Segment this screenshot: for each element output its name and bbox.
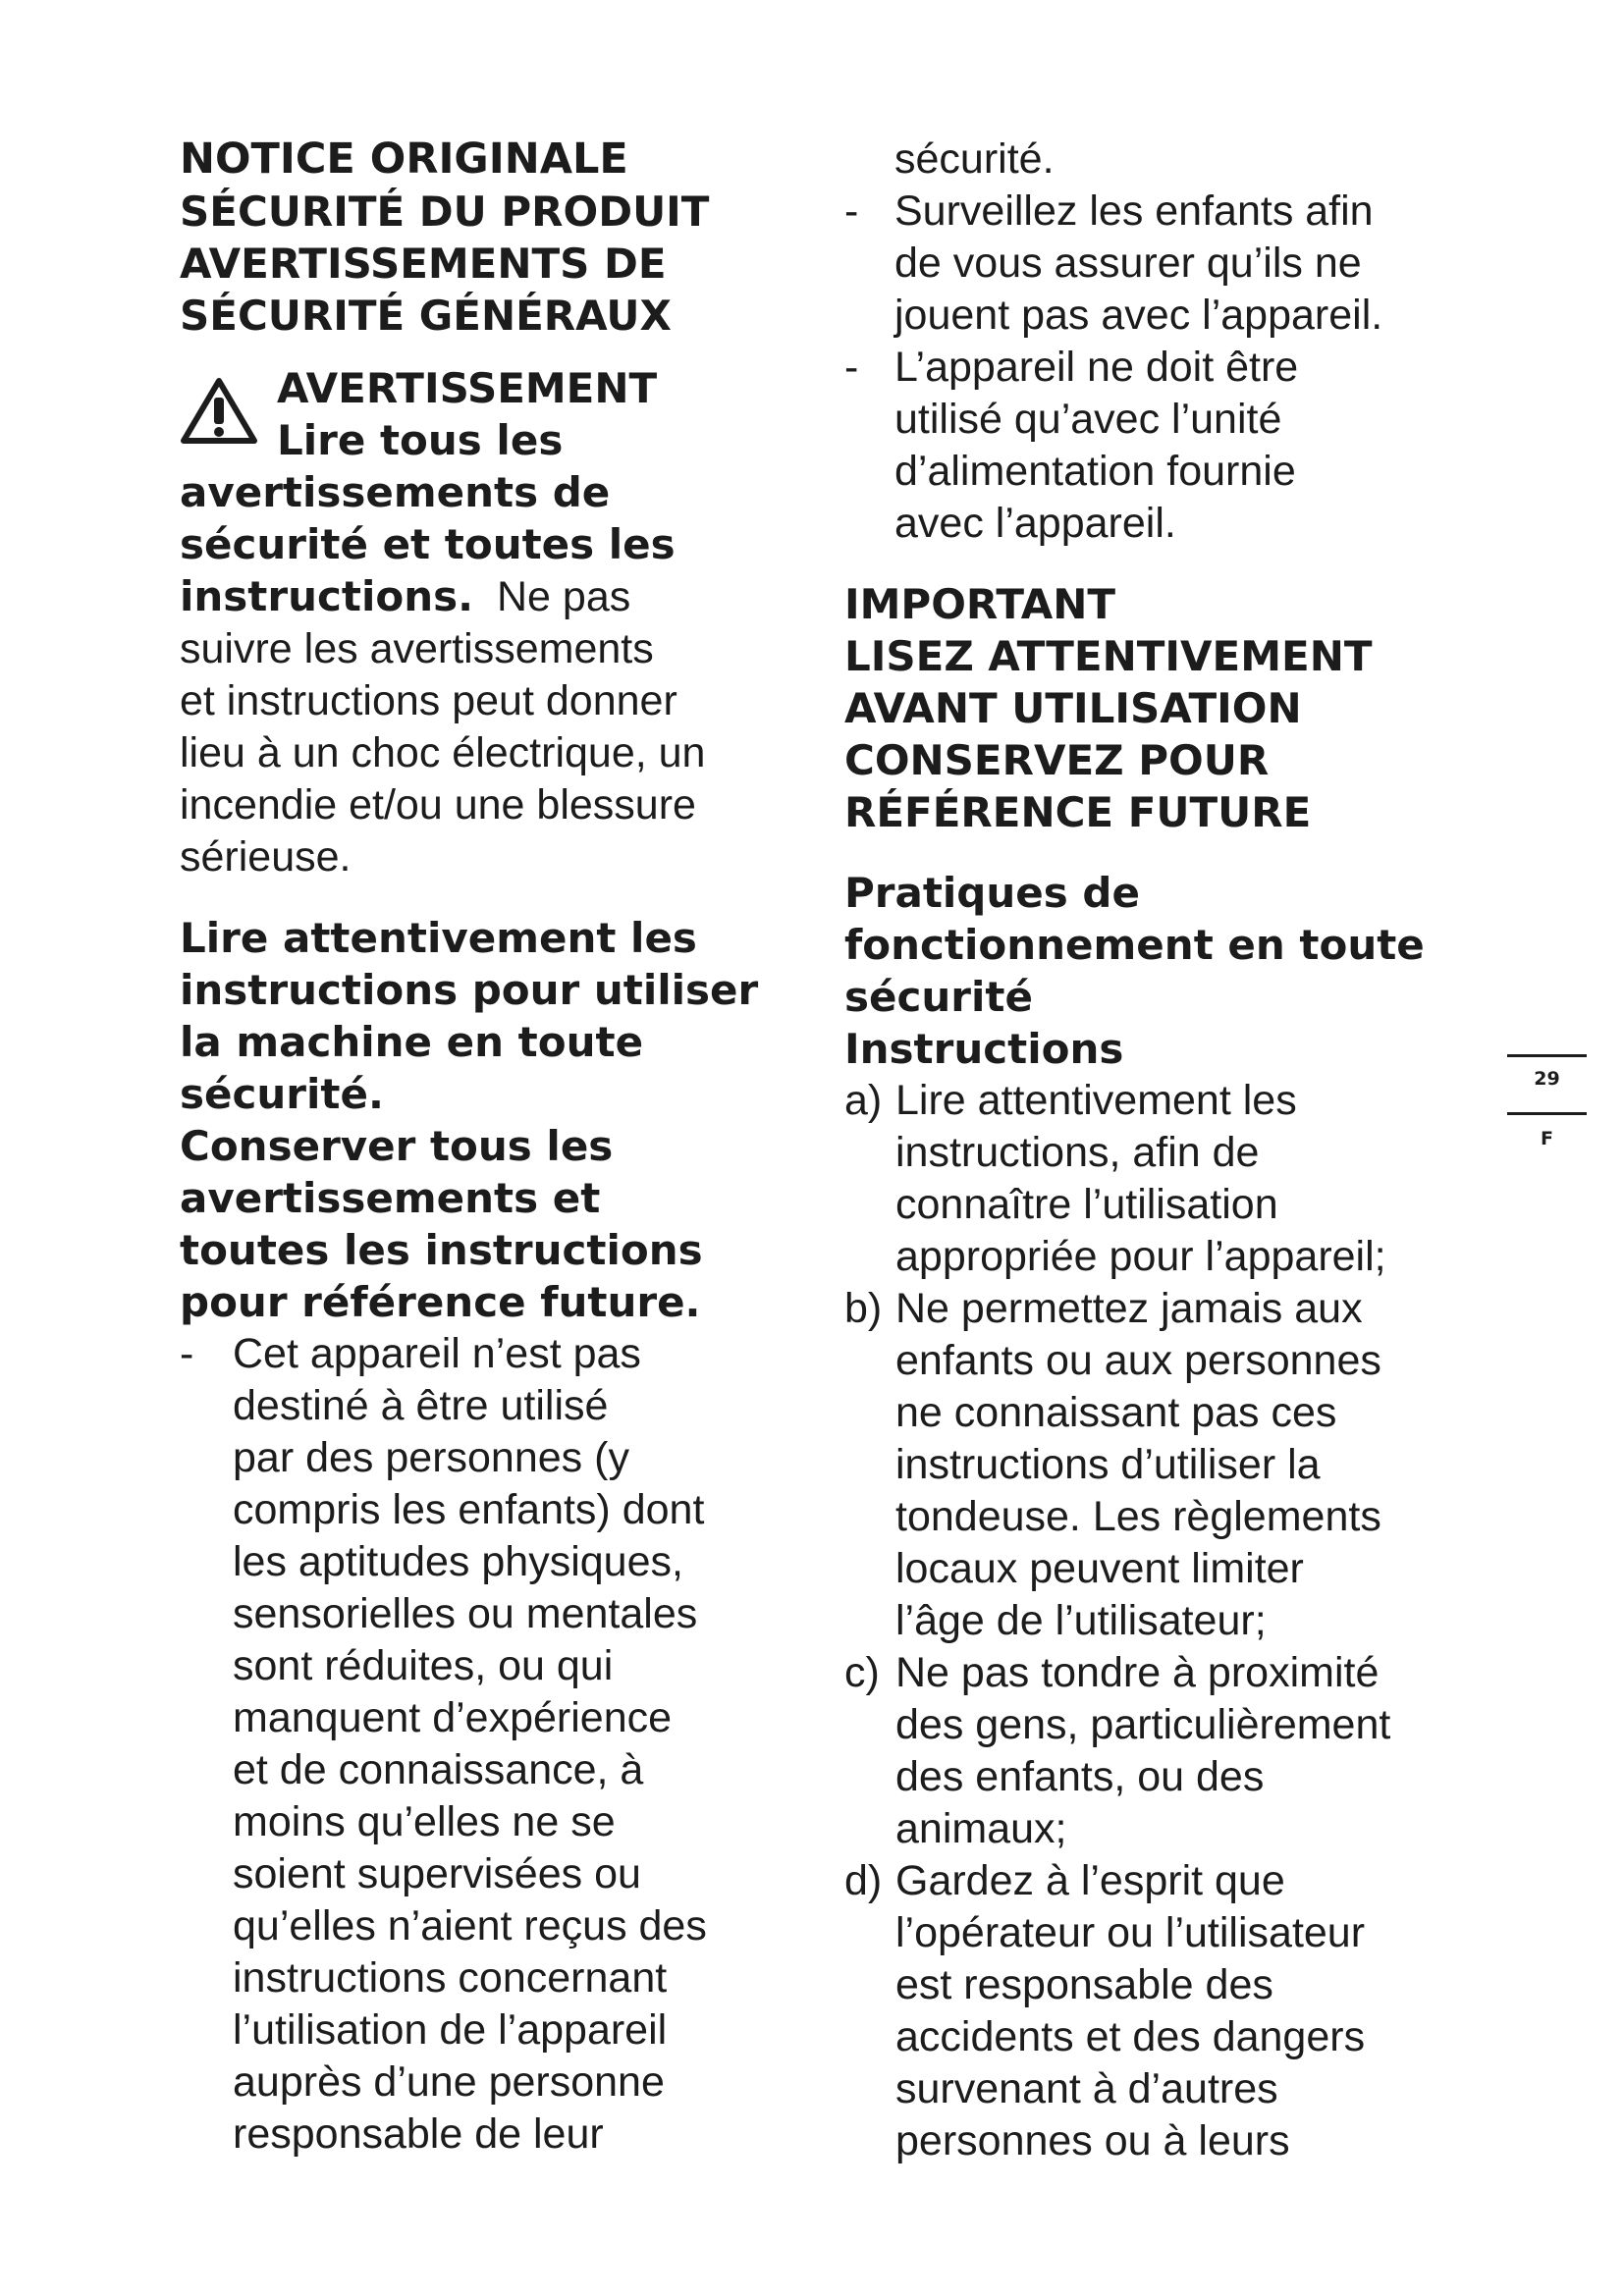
list-dash: - [844, 344, 859, 391]
list-marker: c) [844, 1649, 880, 1696]
list-line: l’utilisation de l’appareil [233, 2006, 668, 2054]
list-line: enfants ou aux personnes [895, 1337, 1381, 1384]
warning-text-line: incendie et/ou une blessure [180, 781, 696, 828]
warning-bold-line: sécurité et toutes les [180, 520, 676, 568]
keep-line: Conserver tous les [180, 1122, 614, 1170]
important-line: CONSERVEZ POUR [844, 736, 1270, 784]
important-headings [844, 578, 1492, 838]
list-marker: d) [844, 1857, 883, 1904]
list-line: et de connaissance, à [233, 1746, 644, 1793]
important-line: RÉFÉRENCE FUTURE [844, 788, 1312, 836]
heading-line: SÉCURITÉ DU PRODUIT [180, 187, 710, 236]
section-heading-line: fonctionnement en toute [844, 921, 1425, 969]
warning-mixed-line [180, 570, 828, 623]
keep-line: avertissements et [180, 1174, 601, 1222]
tab-rule-middle [1507, 1112, 1587, 1115]
list-item [844, 186, 1492, 342]
important-line: IMPORTANT [844, 580, 1116, 628]
list-line: sensorielles ou mentales [233, 1590, 698, 1637]
section-heading-line: sécurité [844, 973, 1033, 1021]
list-item [844, 1075, 1492, 1283]
read-line: la machine en toute [180, 1018, 644, 1066]
list-marker: b) [844, 1285, 883, 1332]
warning-text-line: suivre les avertissements [180, 625, 654, 672]
keep-instructions-block [180, 1120, 828, 1328]
list-line: appropriée pour l’appareil; [895, 1233, 1386, 1280]
list-line: l’âge de l’utilisateur; [895, 1597, 1267, 1644]
list-line: ne connaissant pas ces [895, 1389, 1337, 1436]
list-line: Cet appareil n’est pas [233, 1330, 641, 1377]
read-line: sécurité. [180, 1070, 384, 1118]
list-item [844, 1647, 1492, 1855]
read-instructions-block [180, 912, 828, 1120]
list-line: jouent pas avec l’appareil. [894, 292, 1383, 339]
list-line: instructions concernant [233, 1954, 668, 2002]
read-line: Lire attentivement les [180, 914, 697, 962]
warning-text-line: et instructions peut donner [180, 677, 677, 724]
warning-inline-text: Ne pas [496, 573, 631, 620]
list-line: Ne permettez jamais aux [895, 1285, 1363, 1332]
list-line: de vous assurer qu’ils ne [894, 240, 1362, 287]
list-item [180, 1328, 828, 2161]
heading-line: NOTICE ORIGINALE [180, 134, 628, 184]
warning-bold-line: Lire tous les [277, 416, 564, 464]
list-line: personnes ou à leurs [895, 2117, 1290, 2164]
list-line: Lire attentivement les [895, 1077, 1297, 1124]
list-line: avec l’appareil. [894, 500, 1176, 547]
warning-bold-line: avertissements de [180, 468, 611, 516]
list-line: moins qu’elles ne se [233, 1798, 616, 1845]
warning-block [180, 362, 828, 883]
list-line: tondeuse. Les règlements [895, 1493, 1381, 1540]
read-line: instructions pour utiliser [180, 966, 759, 1014]
list-line: Gardez à l’esprit que [895, 1857, 1285, 1904]
list-line: auprès d’une personne [233, 2058, 665, 2106]
list-line: par des personnes (y [233, 1434, 629, 1481]
list-line: instructions d’utiliser la [895, 1441, 1321, 1488]
list-line: accidents et des dangers [895, 2013, 1366, 2060]
heading-line: SÉCURITÉ GÉNÉRAUX [180, 292, 672, 340]
keep-line: toutes les instructions [180, 1226, 703, 1274]
keep-line: pour référence future. [180, 1278, 701, 1326]
section-heading [844, 867, 1492, 1023]
main-headings [180, 133, 828, 342]
right-column [844, 133, 1492, 2167]
warning-bold-line: instructions. [180, 572, 474, 620]
left-column [180, 133, 828, 2161]
list-line: des enfants, ou des [895, 1753, 1265, 1800]
page-number: 29 [1534, 1068, 1560, 1090]
list-item [844, 1855, 1492, 2167]
language-code: F [1541, 1128, 1553, 1149]
section-heading-line: Pratiques de [844, 869, 1140, 917]
list-line: l’opérateur ou l’utilisateur [895, 1909, 1366, 1956]
list-line: destiné à être utilisé [233, 1382, 609, 1429]
warning-triangle-icon [180, 376, 258, 445]
list-line: sont réduites, ou qui [233, 1642, 614, 1689]
important-line: AVANT UTILISATION [844, 684, 1302, 732]
list-line: soient supervisées ou [233, 1850, 641, 1897]
list-line: manquent d’expérience [233, 1694, 673, 1741]
warning-text-line: lieu à un choc électrique, un [180, 729, 706, 776]
list-line: instructions, afin de [895, 1129, 1260, 1176]
list-dash: - [844, 187, 859, 235]
important-line: LISEZ ATTENTIVEMENT [844, 632, 1373, 680]
list-line: animaux; [895, 1805, 1067, 1852]
tab-rule-top [1507, 1054, 1587, 1057]
list-item [844, 342, 1492, 550]
list-line: L’appareil ne doit être [894, 344, 1299, 391]
instructions-subheading: Instructions [844, 1025, 1124, 1073]
list-line: des gens, particulièrement [895, 1701, 1391, 1748]
warning-text-line: sérieuse. [180, 833, 352, 881]
list-line: est responsable des [895, 1961, 1273, 2008]
list-line: Surveillez les enfants afin [894, 187, 1374, 235]
list-line: connaître l’utilisation [895, 1181, 1278, 1228]
continuation-line: sécurité. [894, 135, 1055, 183]
list-line: qu’elles n’aient reçus des [233, 1902, 707, 1949]
warning-title: AVERTISSEMENT [277, 364, 658, 412]
heading-line: AVERTISSEMENTS DE [180, 240, 667, 288]
list-line: utilisé qu’avec l’unité [894, 396, 1282, 443]
list-line: locaux peuvent limiter [895, 1545, 1304, 1592]
list-item [844, 1283, 1492, 1647]
list-line: responsable de leur [233, 2110, 604, 2158]
list-dash: - [180, 1330, 194, 1377]
list-line: survenant à d’autres [895, 2065, 1278, 2112]
list-line: Ne pas tondre à proximité [895, 1649, 1380, 1696]
list-line: d’alimentation fournie [894, 448, 1296, 495]
list-line: les aptitudes physiques, [233, 1538, 683, 1585]
list-line: compris les enfants) dont [233, 1486, 705, 1533]
list-marker: a) [844, 1077, 883, 1124]
